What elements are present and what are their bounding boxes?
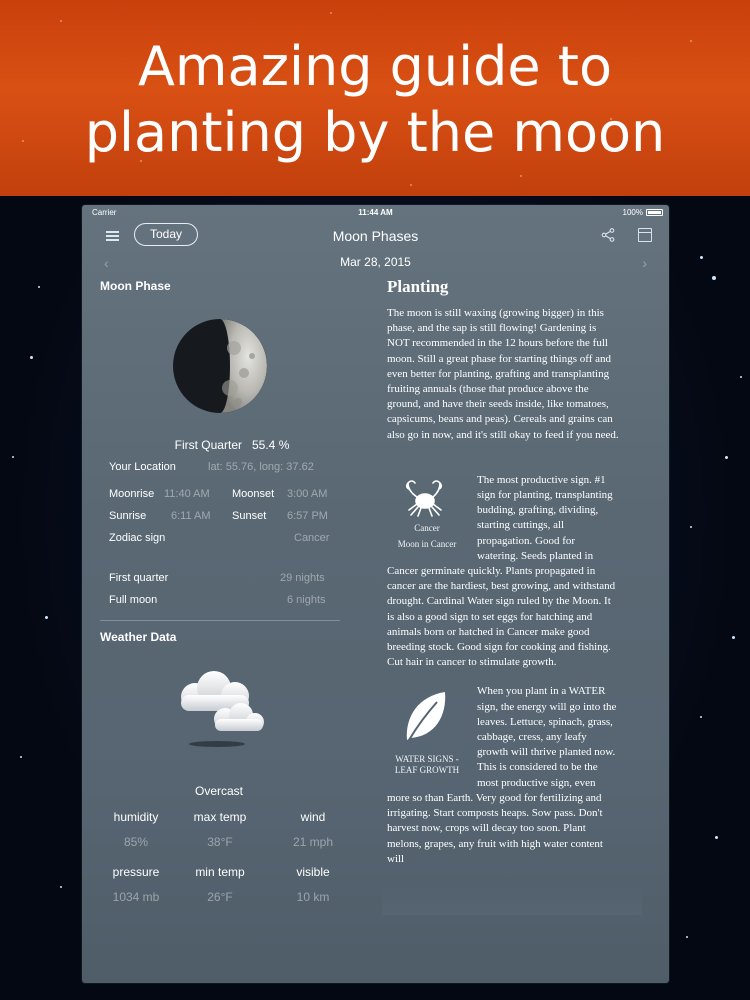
zodiac-value: Cancer bbox=[294, 532, 330, 544]
moon-phase-heading: Moon Phase bbox=[100, 279, 171, 293]
moonset-value: 3:00 AM bbox=[287, 488, 328, 500]
status-time: 11:44 AM bbox=[358, 208, 393, 217]
first-quarter-label: First quarter bbox=[109, 572, 169, 584]
status-bar bbox=[82, 205, 669, 221]
location-label: Your Location bbox=[109, 461, 176, 473]
element-caption: WATER SIGNS - LEAF GROWTH bbox=[394, 754, 460, 776]
battery-percent: 100% bbox=[622, 208, 643, 217]
humidity-value: 85% bbox=[123, 835, 149, 849]
sign-subcaption: Moon in Cancer bbox=[397, 538, 457, 549]
planting-guide bbox=[387, 277, 619, 867]
page-title: Moon Phases bbox=[332, 228, 419, 244]
cloud-icon bbox=[167, 667, 272, 747]
first-quarter-value: 29 nights bbox=[280, 572, 325, 584]
location-value: lat: 55.76, long: 37.62 bbox=[208, 461, 314, 473]
battery-icon bbox=[646, 209, 663, 216]
pressure-value: 1034 mb bbox=[112, 890, 160, 904]
phase-name: First Quarter bbox=[174, 438, 242, 452]
full-moon-value: 6 nights bbox=[287, 594, 326, 606]
pressure-label: pressure bbox=[112, 865, 160, 879]
moonrise-label: Moonrise bbox=[109, 488, 155, 500]
weather-heading: Weather Data bbox=[100, 630, 177, 644]
sunrise-label: Sunrise bbox=[109, 510, 147, 522]
weather-condition: Overcast bbox=[194, 784, 243, 798]
moonrise-value: 11:40 AM bbox=[164, 488, 210, 500]
calendar-icon[interactable] bbox=[638, 228, 652, 242]
today-button[interactable]: Today bbox=[134, 223, 198, 246]
element-figure bbox=[387, 684, 473, 780]
sunrise-value: 6:11 AM bbox=[171, 510, 211, 522]
wind-value: 21 mph bbox=[292, 835, 334, 849]
wind-label: wind bbox=[300, 810, 326, 824]
banner-title: Amazing guide to planting by the moon bbox=[84, 35, 666, 164]
visible-label: visible bbox=[296, 865, 330, 879]
date-selector bbox=[82, 255, 669, 273]
zodiac-sign-block bbox=[387, 473, 619, 671]
full-moon-label: Full moon bbox=[109, 594, 158, 606]
cancer-crab-icon bbox=[402, 477, 446, 519]
max-temp-label: max temp bbox=[193, 810, 247, 824]
min-temp-value: 26°F bbox=[207, 890, 233, 904]
element-block bbox=[387, 684, 619, 866]
zodiac-label: Zodiac sign bbox=[109, 532, 166, 544]
share-icon[interactable] bbox=[601, 228, 615, 242]
text-fade-overlay bbox=[382, 885, 642, 915]
carrier-label: Carrier bbox=[92, 208, 117, 217]
phase-summary bbox=[82, 438, 382, 452]
element-description: When you plant in a WATER sign, the energy will go into the leaves. Lettuce, spinach, grass, cabbage, cress, any leafy growth will thrive planted now. This is considered to be the most productive sign, even more so than Earth. Very good for fertilizing and irrigating. Start composts heaps. Sow pass. Don't harvest now, crops will decay too soon. Plant melons, grapes, any fruit with high water content will bbox=[387, 685, 617, 865]
max-temp-value: 38°F bbox=[207, 835, 233, 849]
planting-title: Planting bbox=[387, 277, 449, 296]
phase-percent: 55.4 % bbox=[252, 438, 290, 452]
sunset-label: Sunset bbox=[232, 510, 267, 522]
section-divider bbox=[100, 620, 340, 621]
promo-banner bbox=[0, 0, 750, 196]
min-temp-label: min temp bbox=[195, 865, 245, 879]
visible-value: 10 km bbox=[296, 890, 330, 904]
navigation-bar bbox=[82, 221, 669, 249]
moon-icon bbox=[172, 318, 268, 414]
next-day-arrow-icon[interactable]: › bbox=[642, 255, 647, 271]
current-date: Mar 28, 2015 bbox=[340, 255, 411, 269]
leaf-icon bbox=[401, 690, 449, 744]
zodiac-figure bbox=[387, 473, 473, 563]
sign-caption: Cancer bbox=[414, 522, 440, 533]
previous-day-arrow-icon[interactable]: ‹ bbox=[104, 255, 109, 271]
sign-description: The most productive sign. #1 sign for planting, transplanting budding, grafting, dividing, starting cuttings, all propagation. Good for watering. Seeds planted in Cancer germinate quickly. Plants propagated in cancer are the hardiest, best growing, and withstand drought. Cardinal Water sign ruled by the Moon. It is also a good sign to set eggs for hatching and animals born or hatched in Cancer make good breeding stock. Good sign for cooking and fishing. Cut hair in cancer to stimulate growth. bbox=[387, 473, 616, 669]
humidity-label: humidity bbox=[113, 810, 159, 824]
app-screen bbox=[82, 205, 669, 983]
moonset-label: Moonset bbox=[232, 488, 275, 500]
sunset-value: 6:57 PM bbox=[287, 510, 328, 522]
planting-intro: The moon is still waxing (growing bigger) in this phase, and the sap is still flowing! Gardening is NOT recommended in the 12 hours before the full moon. Still a great phase for starting things off and even better for planting, grafting and transplanting fruiting annuals (those that produce above the ground, and have their seeds inside, like tomatoes, capsicums, beans and peas). Cereals and grains can also go in now, and it's still okay to feed if you need. bbox=[387, 307, 619, 441]
